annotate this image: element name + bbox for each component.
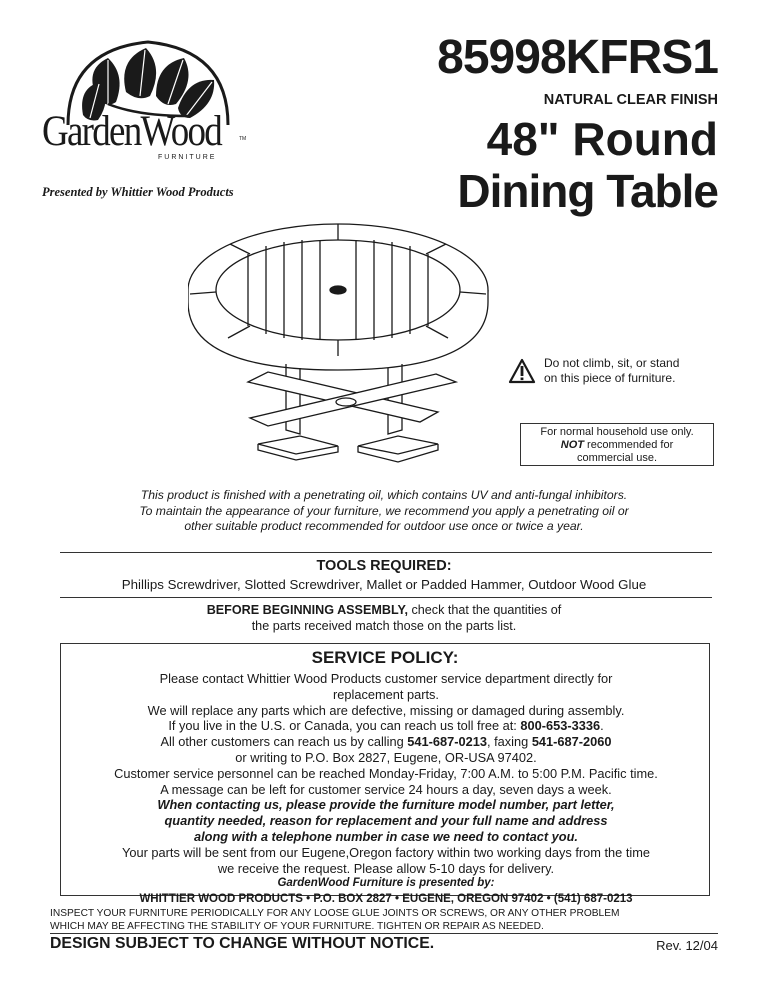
model-number: 85998KFRS1	[437, 31, 718, 84]
fax: 541-687-2060	[531, 734, 612, 750]
service-line: We will replace any parts which are defective, missing or damaged during assembly.	[147, 702, 625, 718]
household-not: NOT	[560, 439, 584, 451]
tools-heading: TOOLS REQUIRED:	[316, 558, 452, 574]
company-address: WHITTIER WOOD PRODUCTS • P.O. BOX 2827 • EUGENE, OREGON 97402 • (541) 687-0213	[139, 893, 633, 906]
divider	[60, 552, 712, 553]
finish-note	[40, 488, 728, 535]
service-line: Please contact Whittier Wood Products customer service department directly for	[159, 671, 613, 686]
divider	[60, 597, 712, 598]
safety-warning	[508, 356, 708, 396]
service-line: All other customers can reach us by calling	[160, 734, 408, 750]
service-line: or writing to P.O. Box 2827, Eugene, OR-USA 97402.	[235, 749, 537, 765]
brand-wordmark: GardenWood	[42, 108, 222, 155]
household-line3: commercial use.	[576, 452, 658, 464]
presented-by-line: GardenWood Furniture is presented by:	[277, 877, 495, 890]
warning-line1: Do not climb, sit, or stand	[544, 356, 680, 370]
tools-list: Phillips Screwdriver, Slotted Screwdriver, Mallet or Padded Hammer, Outdoor Wood Glue	[121, 577, 647, 592]
before-bold: BEFORE BEGINNING ASSEMBLY,	[206, 603, 408, 617]
table-illustration	[188, 222, 508, 482]
before-assembly-note	[0, 602, 768, 634]
finish-note-line3: other suitable product recommended for outdoor use once or twice a year.	[184, 519, 584, 533]
service-line: A message can be left for customer service 24 hours a day, seven days a week.	[160, 781, 612, 797]
contact-instructions: along with a telephone number in case we need to contact you.	[194, 828, 578, 844]
inspect-line2: WHICH MAY BE AFFECTING THE STABILITY OF YOUR FURNITURE. TIGHTEN OR REPAIR AS NEEDED.	[50, 921, 544, 932]
service-line: , faxing	[486, 734, 532, 750]
household-line2: recommended for	[583, 439, 674, 451]
finish-note-line2: To maintain the appearance of your furniture, we recommend you apply a penetrating oil or	[139, 503, 629, 518]
service-heading: SERVICE POLICY:	[311, 648, 459, 667]
finish-label: NATURAL CLEAR FINISH	[543, 92, 718, 108]
revision-date: Rev. 12/04	[656, 938, 718, 953]
service-line: Your parts will be sent from our Eugene,Oregon factory within two working days from the time	[122, 844, 650, 860]
warning-triangle-icon	[508, 358, 536, 384]
trademark: TM	[239, 136, 247, 142]
toll-free-phone: 800-653-3336	[520, 718, 601, 734]
divider	[50, 933, 718, 934]
service-line: we receive the request. Please allow 5-10 days for delivery.	[217, 860, 555, 876]
service-line: Customer service personnel can be reached Monday-Friday, 7:00 A.M. to 5:00 P.M. Pacific time.	[114, 765, 658, 781]
brand-subline: FURNITURE	[158, 154, 217, 161]
phone: 541-687-0213	[407, 734, 487, 750]
presented-by: Presented by Whittier Wood Products	[42, 185, 234, 199]
contact-instructions: When contacting us, please provide the furniture model number, part letter,	[157, 797, 615, 813]
inspection-note	[50, 907, 730, 933]
service-policy-box	[60, 643, 710, 906]
inspect-line1: INSPECT YOUR FURNITURE PERIODICALLY FOR ANY LOOSE GLUE JOINTS OR SCREWS, OR ANY OTHER PROBLEM	[50, 908, 620, 919]
punct: .	[600, 718, 604, 734]
design-notice: DESIGN SUBJECT TO CHANGE WITHOUT NOTICE.	[50, 935, 435, 952]
before-rest: check that the quantities of	[407, 603, 562, 617]
product-title-line2: Dining Table	[457, 165, 718, 217]
before-line2: the parts received match those on the parts list.	[251, 619, 517, 633]
household-use-box	[520, 423, 714, 466]
warning-line2: on this piece of furniture.	[544, 371, 676, 385]
gardenwood-logo	[38, 30, 278, 199]
finish-note-line1: This product is finished with a penetrating oil, which contains UV and anti-fungal inhibitors.	[140, 488, 628, 502]
household-line1: For normal household use only.	[540, 426, 694, 438]
contact-instructions: quantity needed, reason for replacement and your full name and address	[164, 813, 608, 829]
service-line: If you live in the U.S. or Canada, you can reach us toll free at:	[168, 718, 521, 734]
service-line: replacement parts.	[333, 686, 439, 702]
product-title-line1: 48" Round	[486, 113, 718, 165]
